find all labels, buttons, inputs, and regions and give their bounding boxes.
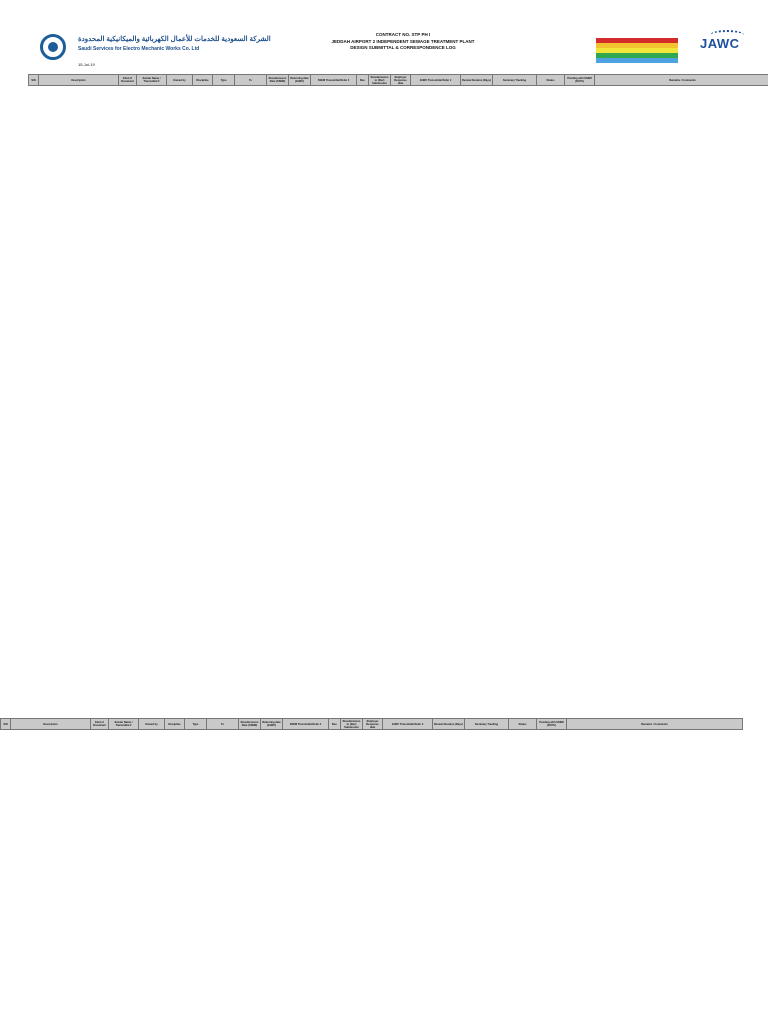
document-header — [28, 30, 744, 74]
column-header: Summary Tracking — [465, 719, 509, 730]
column-header: Description — [39, 75, 119, 86]
jawc-logo — [700, 36, 740, 51]
column-header: Remarks / Comments — [567, 719, 743, 730]
column-header: Type — [213, 75, 235, 86]
column-header: Description — [11, 719, 91, 730]
company-name-arabic: الشركة السعودية للخدمات للأعمال الكهربائية والميكانيكية المحدودة — [78, 36, 271, 43]
column-header: Discipline — [193, 75, 213, 86]
column-header: Owned by — [167, 75, 193, 86]
column-header: SSEM Transmittal Refer # — [311, 75, 357, 86]
submittal-log-table — [28, 74, 768, 86]
column-header: Resubmission Date (SSEM) — [267, 75, 289, 86]
jawc-arc-icon — [710, 30, 744, 40]
column-header: To — [235, 75, 267, 86]
document-titles — [288, 32, 518, 52]
column-header: Returning date (JAWC) — [261, 719, 283, 730]
column-header: Discipline — [165, 719, 185, 730]
report-date: 15-Jul-19 — [78, 62, 95, 67]
column-header: Review Duration (Days) — [433, 719, 465, 730]
column-header: To — [207, 719, 239, 730]
column-header: Sender Name / Transmittal # — [137, 75, 167, 86]
column-header: Owned by — [139, 719, 165, 730]
column-header: Kind of Document — [119, 75, 137, 86]
column-header: Remarks / Comments — [595, 75, 768, 86]
column-header: Resubmission Date (SSEM) — [239, 719, 261, 730]
column-header: Employer Response date — [391, 75, 411, 86]
column-header: Status — [509, 719, 537, 730]
column-header: S/N — [1, 719, 11, 730]
column-header: Employer Response date — [363, 719, 383, 730]
column-header: Sender Name / Transmittal # — [109, 719, 139, 730]
table-header-row — [1, 719, 743, 730]
legend-item — [596, 58, 678, 63]
title-line-3: DESIGN SUBMITTAL & CORRESPONDENCE LOG — [350, 45, 456, 50]
column-header: Rev. — [357, 75, 369, 86]
title-line-1: CONTRACT NO. STP PH I — [375, 32, 431, 37]
column-header: Pending with SSEM (DAYS) — [565, 75, 595, 86]
company-logo-icon — [40, 34, 66, 60]
column-header: SSEM Transmittal Refer # — [283, 719, 329, 730]
submittal-log-table-2 — [0, 718, 743, 730]
title-line-2: JEDDAH AIRPORT 2 INDEPENDENT SEWAGE TREATMENT PLANT — [331, 38, 475, 44]
company-name-english: Saudi Services for Electro Mechanic Works Co. Ltd — [78, 46, 200, 52]
status-legend — [596, 38, 678, 63]
column-header: JAWC Transmittal Refer # — [411, 75, 461, 86]
column-header: JAWC Transmittal Refer # — [383, 719, 433, 730]
column-header: Pending with SSEM (DAYS) — [537, 719, 567, 730]
column-header: Returning date (JAWC) — [289, 75, 311, 86]
document-page — [28, 30, 744, 86]
column-header: Resubmission to (Rev) Submission — [341, 719, 363, 730]
column-header: S/N — [29, 75, 39, 86]
table-header-row — [29, 75, 768, 86]
column-header: Review Duration (Days) — [461, 75, 493, 86]
document-page-2 — [0, 718, 716, 730]
column-header: Kind of Document — [91, 719, 109, 730]
column-header: Status — [537, 75, 565, 86]
jawc-brand: JAWC — [700, 36, 740, 51]
column-header: Type — [185, 719, 207, 730]
column-header: Rev. — [329, 719, 341, 730]
column-header: Resubmission to (Rev) Submission — [369, 75, 391, 86]
column-header: Summary Tracking — [493, 75, 537, 86]
